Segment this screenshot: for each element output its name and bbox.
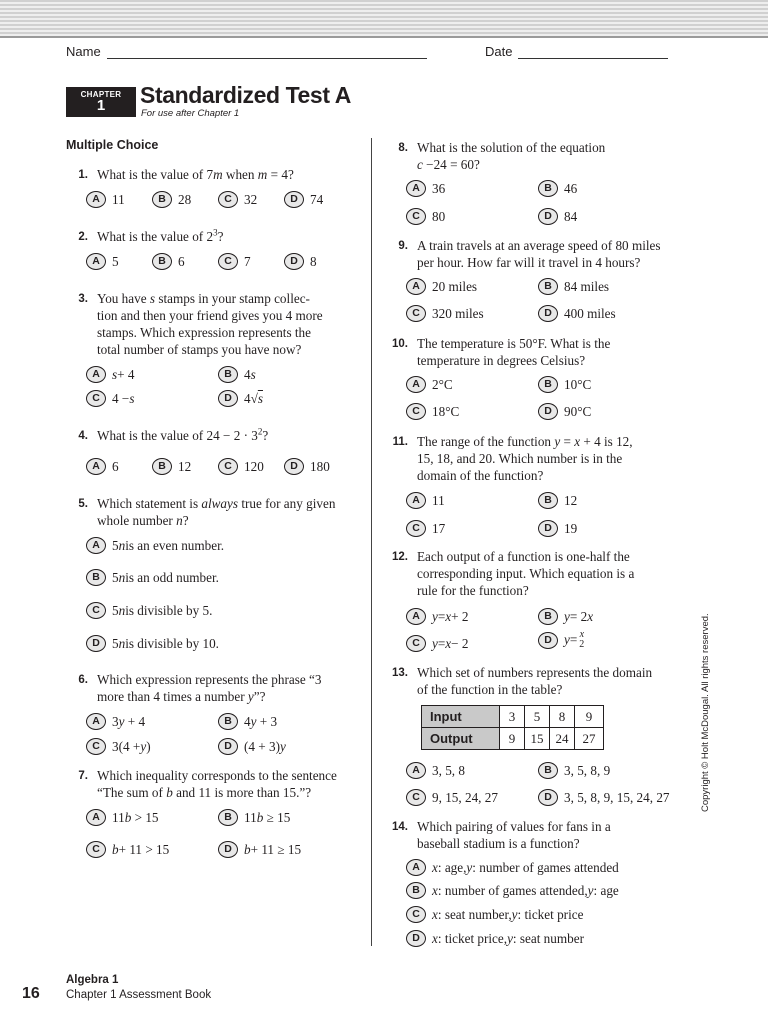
q11-option-a[interactable]: A 11	[406, 492, 445, 509]
q9-option-b[interactable]: B 84 miles	[538, 278, 609, 295]
question-text-line: What is the solution of the equation	[417, 140, 606, 155]
question-number: 2.	[78, 231, 88, 243]
question-text-line: A train travels at an average speed of 80 miles	[417, 238, 661, 253]
q9-option-d[interactable]: D 400 miles	[538, 305, 616, 322]
question-number: 8.	[398, 142, 408, 154]
question-text-line: baseball stadium is a function?	[417, 836, 580, 851]
question-text-line: Which pairing of values for fans in a	[417, 819, 611, 834]
question-number: 13.	[392, 667, 408, 679]
table-cell: 3	[500, 706, 525, 728]
q9-option-a[interactable]: A 20 miles	[406, 278, 477, 295]
question-8	[386, 139, 686, 175]
q3-option-d[interactable]: D 4√ s	[218, 390, 263, 407]
q13-option-d[interactable]: D 3, 5, 8, 9, 15, 24, 27	[538, 789, 670, 806]
q8-option-d[interactable]: D 84	[538, 208, 577, 225]
question-text-line: corresponding input. Which equation is a	[417, 566, 635, 581]
question-text-line: Which inequality corresponds to the sentence	[97, 768, 337, 783]
question-text-line: stamps. Which expression represents the	[97, 325, 312, 340]
table-row-output	[422, 728, 604, 750]
chapter-word: CHAPTER	[80, 90, 122, 99]
q11-option-b[interactable]: B 12	[538, 492, 577, 509]
question-6	[66, 671, 366, 707]
q10-option-b[interactable]: B 10°C	[538, 376, 591, 393]
q14-option-c[interactable]: C x : seat number, y : ticket price	[406, 906, 583, 923]
question-number: 14.	[392, 821, 408, 833]
q7-option-a[interactable]: A 11 b > 15	[86, 809, 159, 826]
top-decorative-stripes	[0, 0, 768, 36]
question-text-line: temperature in degrees Celsius?	[417, 353, 586, 368]
question-text-line: c −24 = 60?	[417, 157, 480, 172]
q10-option-d[interactable]: D 90°C	[538, 403, 591, 420]
table-cell: 15	[525, 728, 550, 750]
page-number: 16	[22, 985, 40, 1002]
question-text-line: Which statement is always true for any given	[97, 496, 336, 511]
date-label: Date	[485, 44, 513, 59]
footer-book-title: Algebra 1	[66, 974, 119, 986]
question-number: 4.	[78, 430, 88, 442]
q3-option-a[interactable]: A s + 4	[86, 366, 134, 383]
question-text: What is the value of 7m when m = 4?	[97, 167, 294, 182]
top-stripe-edge	[0, 36, 768, 38]
q11-option-d[interactable]: D 19	[538, 520, 577, 537]
table-header-input: Input	[422, 706, 500, 728]
question-13	[386, 664, 686, 700]
question-text-line: The range of the function y = x + 4 is 12,	[417, 434, 633, 449]
table-row-input	[422, 706, 604, 728]
page-subtitle: For use after Chapter 1	[141, 108, 240, 119]
table-cell: 24	[550, 728, 575, 750]
q1-option-b[interactable]: B 28	[152, 191, 191, 208]
name-label: Name	[66, 44, 101, 59]
q14-option-a[interactable]: A x : age, y : number of games attended	[406, 859, 619, 876]
question-number: 12.	[392, 551, 408, 563]
question-text: What is the value of $24 - 2 \cdot 3^2$?	[97, 426, 269, 443]
question-text-line: total number of stamps you have now?	[97, 342, 302, 357]
section-heading: Multiple Choice	[66, 138, 159, 152]
question-11	[386, 433, 686, 485]
question-text-line: 15, 18, and 20. Which number is in the	[417, 451, 623, 466]
q14-option-d[interactable]: D x : ticket price, y : seat number	[406, 930, 584, 947]
q7-option-c[interactable]: C b + 11 > 15	[86, 841, 169, 858]
q8-option-b[interactable]: B 46	[538, 180, 577, 197]
q4-option-b[interactable]: B 12	[152, 458, 191, 475]
table-cell: 27	[575, 728, 604, 750]
date-line[interactable]	[518, 48, 668, 59]
q13-option-b[interactable]: B 3, 5, 8, 9	[538, 762, 610, 779]
q3-option-c[interactable]: C 4 − s	[86, 390, 134, 407]
column-divider	[371, 138, 372, 946]
q14-option-b[interactable]: B x : number of games attended, y : age	[406, 882, 619, 899]
chapter-badge	[66, 87, 136, 117]
q1-option-c[interactable]: C 32	[218, 191, 257, 208]
q6-option-c[interactable]: C 3(4 + y )	[86, 738, 151, 755]
question-text-line: rule for the function?	[417, 583, 529, 598]
question-text-line: Which expression represents the phrase “3	[97, 672, 322, 687]
q4-option-c[interactable]: C 120	[218, 458, 264, 475]
fraction-x-over-2: x 2	[579, 629, 585, 650]
table-cell: 9	[575, 706, 604, 728]
table-cell: 9	[500, 728, 525, 750]
question-number: 11.	[392, 436, 408, 448]
q2-option-b[interactable]: B 6	[152, 253, 185, 270]
name-field[interactable]	[66, 44, 427, 59]
question-10	[386, 335, 686, 371]
q7-option-b[interactable]: B 11 b ≥ 15	[218, 809, 290, 826]
question-9	[386, 237, 686, 273]
q12-option-b[interactable]: B y = 2 x	[538, 608, 593, 625]
q2-option-d[interactable]: D 8	[284, 253, 317, 270]
question-text-line: Each output of a function is one-half the	[417, 549, 630, 564]
q1-option-a[interactable]: A 11	[86, 191, 125, 208]
footer-book-subtitle: Chapter 1 Assessment Book	[66, 989, 212, 1001]
table-cell: 5	[525, 706, 550, 728]
q9-option-c[interactable]: C 320 miles	[406, 305, 484, 322]
q5-option-a[interactable]: A 5 n is an even number.	[86, 537, 224, 554]
q6-option-b[interactable]: B 4 y + 3	[218, 713, 277, 730]
q8-option-c[interactable]: C 80	[406, 208, 445, 225]
chapter-number: 1	[96, 97, 106, 114]
copyright-notice: Copyright © Holt McDougal. All rights reserved.	[700, 613, 711, 812]
question-3	[66, 290, 366, 360]
q4-option-a[interactable]: A 6	[86, 458, 119, 475]
question-text-line: per hour. How far will it travel in 4 hours?	[417, 255, 641, 270]
function-table	[421, 705, 604, 750]
question-number: 10.	[392, 338, 408, 350]
question-text-line: “The sum of b and 11 is more than 15.”?	[97, 785, 312, 800]
question-number: 6.	[78, 674, 88, 686]
q5-option-c[interactable]: C 5 n is divisible by 5.	[86, 602, 212, 619]
q13-option-a[interactable]: A 3, 5, 8	[406, 762, 465, 779]
question-text: What is the value of $2^3$?	[97, 227, 224, 244]
question-text-line: tion and then your friend gives you 4 more	[97, 308, 323, 323]
q2-option-a[interactable]: A 5	[86, 253, 119, 270]
q12-option-a[interactable]: A y = x + 2	[406, 608, 468, 625]
question-number: 1.	[78, 169, 88, 181]
question-text-line: whole number n?	[97, 513, 189, 528]
table-cell: 8	[550, 706, 575, 728]
q8-option-a[interactable]: A 36	[406, 180, 445, 197]
page-title: Standardized Test A	[140, 82, 351, 108]
question-text-line: The temperature is 50°F. What is the	[417, 336, 611, 351]
question-14	[386, 818, 686, 854]
question-number: 9.	[398, 240, 408, 252]
q4-option-d[interactable]: D 180	[284, 458, 330, 475]
date-field[interactable]	[485, 44, 668, 59]
q11-option-c[interactable]: C 17	[406, 520, 445, 537]
q1-option-d[interactable]: D 74	[284, 191, 323, 208]
question-text-line: domain of the function?	[417, 468, 544, 483]
q10-option-a[interactable]: A 2°C	[406, 376, 453, 393]
question-text-line: Which set of numbers represents the domain	[417, 665, 653, 680]
q3-option-b[interactable]: B 4 s	[218, 366, 256, 383]
q5-option-d[interactable]: D 5 n is divisible by 10.	[86, 635, 219, 652]
question-text-line: of the function in the table?	[417, 682, 563, 697]
q12-option-c[interactable]: C y = x − 2	[406, 635, 468, 652]
question-5	[66, 495, 366, 531]
q5-option-b[interactable]: B 5 n is an odd number.	[86, 569, 219, 586]
question-text-line: You have s stamps in your stamp collec-	[97, 291, 310, 306]
question-7	[66, 767, 366, 803]
q6-option-d[interactable]: D (4 + 3) y	[218, 738, 286, 755]
q12-option-d[interactable]: D y = x 2	[538, 630, 584, 650]
q7-option-d[interactable]: D b + 11 ≥ 15	[218, 841, 301, 858]
name-line[interactable]	[107, 48, 427, 59]
question-number: 3.	[78, 293, 88, 305]
q13-option-c[interactable]: C 9, 15, 24, 27	[406, 789, 498, 806]
q2-option-c[interactable]: C 7	[218, 253, 251, 270]
table-header-output: Output	[422, 728, 500, 750]
question-text-line: more than 4 times a number y”?	[97, 689, 266, 704]
q6-option-a[interactable]: A 3 y + 4	[86, 713, 145, 730]
question-number: 5.	[78, 498, 88, 510]
question-12	[386, 548, 686, 600]
q10-option-c[interactable]: C 18°C	[406, 403, 459, 420]
question-number: 7.	[78, 770, 88, 782]
